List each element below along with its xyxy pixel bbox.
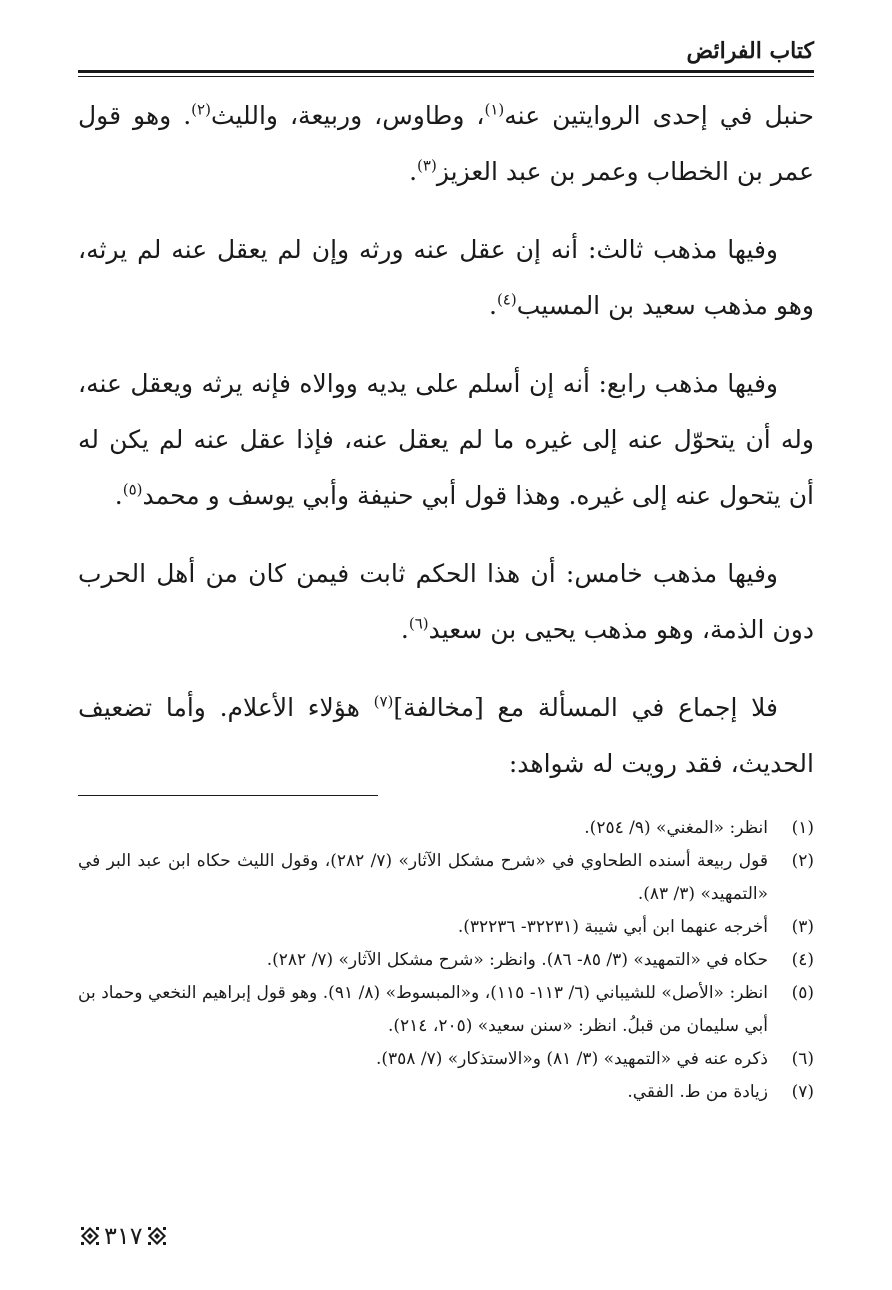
paragraph-5 [78, 680, 814, 792]
paragraph-1-text-d: . [409, 157, 418, 186]
main-text [78, 88, 814, 814]
paragraph-1 [78, 88, 814, 200]
paragraph-5-text-a: فلا إجماع في المسألة مع [مخالفة] [393, 693, 779, 722]
paragraph-1-text-c: . وهو قول عمر بن الخطاب وعمر بن عبد العزيز [78, 101, 814, 186]
footnote-3 [78, 911, 814, 944]
footnote-number: (٧) [791, 1082, 814, 1102]
footnote-text: ذكره عنه في «التمهيد» (٣/ ٨١) و«الاستذكار» (٧/ ٣٥٨). [375, 1049, 768, 1069]
footnote-number: (٣) [791, 917, 814, 937]
footnote-ref-7: (٧) [373, 692, 394, 711]
footnote-2 [78, 845, 814, 911]
footnote-text: انظر: «الأصل» للشيباني (٦/ ١١٣- ١١٥)، و«المبسوط» (٨/ ٩١). وهو قول إبراهيم النخعي وحماد بن أبي سليمان من قبلُ. انظر: «سنن سعيد» (٢٠٥، ٢١٤). [78, 983, 769, 1036]
paragraph-3 [78, 356, 814, 524]
paragraph-2 [78, 222, 814, 334]
paragraph-4 [78, 546, 814, 658]
footnote-text: قول ربيعة أسنده الطحاوي في «شرح مشكل الآثار» (٧/ ٢٨٢)، وقول الليث حكاه ابن عبد البر في «التمهيد» (٣/ ٨٣). [78, 851, 768, 904]
footnote-text: انظر: «المغني» (٩/ ٢٥٤). [584, 818, 768, 838]
paragraph-1-text-a: حنبل في إحدى الروايتين عنه [504, 101, 814, 130]
diamond-ornament-icon [80, 1226, 100, 1246]
running-header: كتاب الفرائض [686, 38, 814, 64]
footnote-text: حكاه في «التمهيد» (٣/ ٨٥- ٨٦). وانظر: «شرح مشكل الآثار» (٧/ ٢٨٢). [266, 950, 768, 970]
paragraph-2-text-a: وفيها مذهب ثالث: أنه إن عقل عنه ورثه وإن لم يعقل عنه لم يرثه، وهو مذهب سعيد بن المسيب [78, 235, 814, 320]
footnote-number: (٦) [791, 1049, 814, 1069]
paragraph-1-text-b: ، وطاوس، وربيعة، والليث [210, 101, 485, 130]
footnote-6 [78, 1043, 814, 1076]
footnote-text: زيادة من ط. الفقي. [627, 1082, 768, 1102]
footnote-ref-1: (١) [484, 100, 505, 119]
paragraph-2-text-b: . [488, 291, 497, 320]
header-rule-thick [78, 70, 814, 73]
footnote-text: أخرجه عنهما ابن أبي شيبة (٣٢٢٣١- ٣٢٢٣٦). [457, 917, 768, 937]
footnote-number: (٥) [791, 983, 814, 1003]
page-number: ٣١٧ [104, 1222, 143, 1250]
paragraph-4-text-b: . [400, 615, 409, 644]
footnote-ref-2: (٢) [191, 100, 211, 119]
page-number-block [80, 1222, 167, 1250]
header-rule-thin [78, 76, 814, 77]
footnote-separator [78, 795, 378, 796]
footnote-7 [78, 1076, 814, 1109]
footnote-ref-3: (٣) [417, 156, 437, 175]
footnote-number: (٢) [791, 851, 814, 871]
diamond-ornament-icon [147, 1226, 167, 1246]
paragraph-4-text-a: وفيها مذهب خامس: أن هذا الحكم ثابت فيمن كان من أهل الحرب دون الذمة، وهو مذهب يحيى بن سعيد [78, 559, 814, 644]
footnote-1 [78, 812, 814, 845]
footnote-ref-4: (٤) [496, 290, 517, 309]
paragraph-3-text-a: وفيها مذهب رابع: أنه إن أسلم على يديه ووالاه فإنه يرثه ويعقل عنه، وله أن يتحوّل عنه إلى غيره ما لم يعقل عنه، فإذا عقل عنه لم يكن له أن يتحول عنه إلى غيره. وهذا قول أبي حنيفة وأبي يوسف و محمد [78, 369, 814, 510]
paragraph-5-text-b: هؤلاء الأعلام. وأما تضعيف الحديث، فقد رويت له شواهد: [78, 693, 814, 778]
footnote-ref-6: (٦) [408, 614, 429, 633]
footnote-5 [78, 977, 814, 1043]
footnotes [78, 812, 814, 1109]
footnote-ref-5: (٥) [122, 480, 143, 499]
footnote-number: (٤) [791, 950, 814, 970]
footnote-number: (١) [791, 818, 814, 838]
paragraph-3-text-b: . [114, 481, 123, 510]
footnote-4 [78, 944, 814, 977]
